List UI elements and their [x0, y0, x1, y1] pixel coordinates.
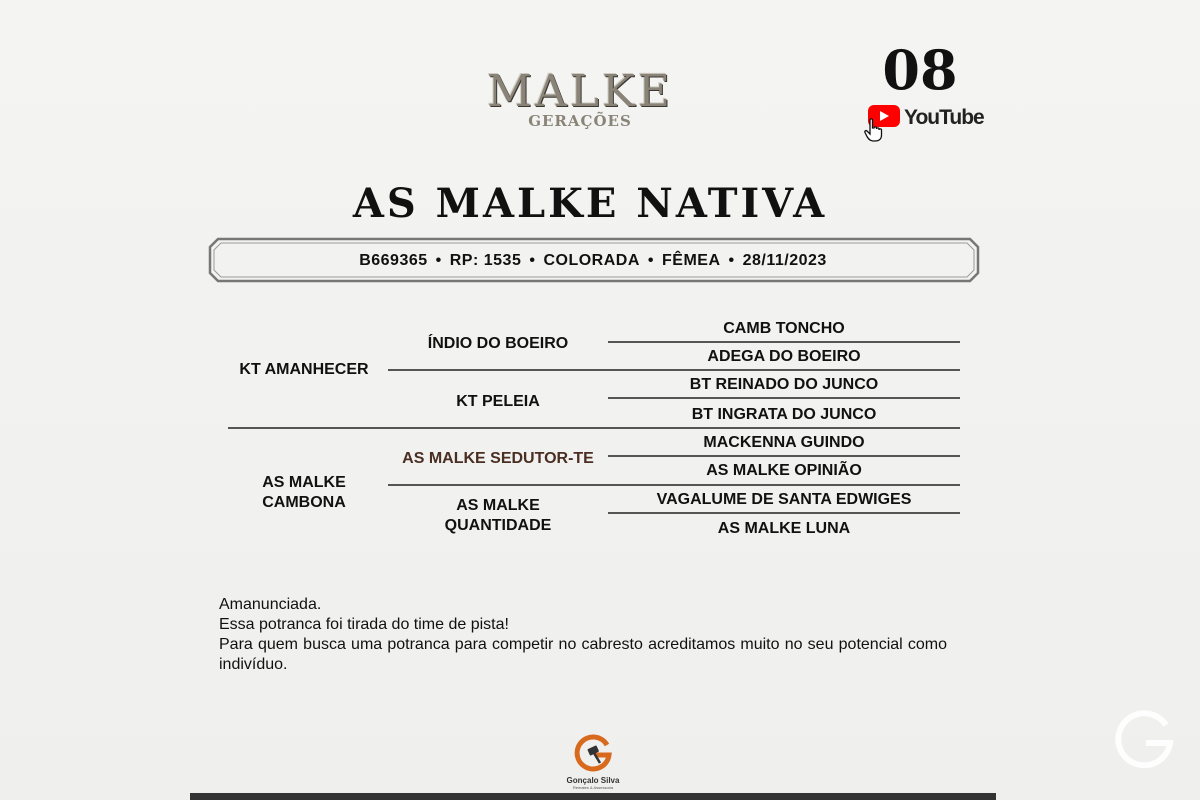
pedigree-line	[388, 369, 960, 371]
dam-dam-dam: AS MALKE LUNA	[717, 520, 851, 537]
dam-dam	[383, 496, 613, 536]
rp-number: RP: 1535	[449, 252, 522, 269]
dam	[224, 473, 384, 513]
coat-color: COLORADA	[543, 252, 640, 269]
description-line: Para quem busca uma potranca para competir no cabresto acreditamos muito no seu potencial como indivíduo.	[219, 636, 947, 673]
dam-name-line: CAMBONA	[262, 494, 346, 511]
sire-sire-sire: CAMB TONCHO	[723, 320, 845, 337]
sire-dam-sire: BT REINADO DO JUNCO	[689, 376, 879, 393]
bottom-bar	[190, 793, 996, 800]
brand-name: MALKE	[486, 66, 674, 117]
gavel-g-icon	[573, 733, 613, 773]
separator-dot: •	[647, 252, 654, 269]
malke-logo	[480, 68, 680, 130]
pointer-hand-icon	[864, 118, 884, 147]
dam-sire-sire: MACKENNA GUINDO	[703, 434, 865, 451]
sex: FÊMEA	[662, 252, 721, 269]
goncalo-silva-logo	[560, 733, 626, 790]
pedigree-line	[228, 427, 960, 429]
info-bar	[208, 248, 978, 274]
birth-date: 28/11/2023	[742, 252, 827, 269]
dam-dam-sire: VAGALUME DE SANTA EDWIGES	[656, 491, 912, 508]
watermark-g-icon	[1110, 705, 1180, 780]
description-line: Amanunciada.	[219, 596, 322, 613]
dam-dam-name-line: QUANTIDADE	[444, 517, 552, 534]
sire-dam-dam: BT INGRATA DO JUNCO	[691, 406, 877, 423]
company-tagline: Remates & Assessoria	[572, 785, 614, 790]
separator-dot: •	[728, 252, 735, 269]
pedigree-line	[388, 484, 960, 486]
company-name: Gonçalo Silva	[566, 776, 620, 785]
description-line: Essa potranca foi tirada do time de pista!	[219, 616, 509, 633]
sire-sire: ÍNDIO DO BOEIRO	[427, 335, 569, 352]
youtube-label: YouTube	[904, 106, 984, 129]
pedigree-line	[608, 397, 960, 399]
pedigree-line	[608, 512, 960, 514]
sire-dam: KT PELEIA	[456, 393, 540, 410]
dam-sire-dam: AS MALKE OPINIÃO	[706, 462, 862, 479]
dam-dam-name-line: AS MALKE	[456, 497, 540, 514]
separator-dot: •	[529, 252, 536, 269]
registry-number: B669365	[359, 252, 428, 269]
pedigree-line	[608, 455, 960, 457]
dam-sire: AS MALKE SEDUTOR-TE	[402, 450, 594, 467]
description	[219, 595, 947, 675]
sire-sire-dam: ADEGA DO BOEIRO	[707, 348, 861, 365]
animal-name: AS MALKE NATIVA	[352, 180, 828, 227]
dam-name-line: AS MALKE	[262, 474, 346, 491]
separator-dot: •	[435, 252, 442, 269]
brand-subtitle: GERAÇÕES	[528, 112, 632, 130]
lot-number: 08	[882, 38, 958, 102]
sire: KT AMANHECER	[239, 361, 369, 378]
pedigree-line	[608, 341, 960, 343]
youtube-link[interactable]	[868, 104, 984, 132]
